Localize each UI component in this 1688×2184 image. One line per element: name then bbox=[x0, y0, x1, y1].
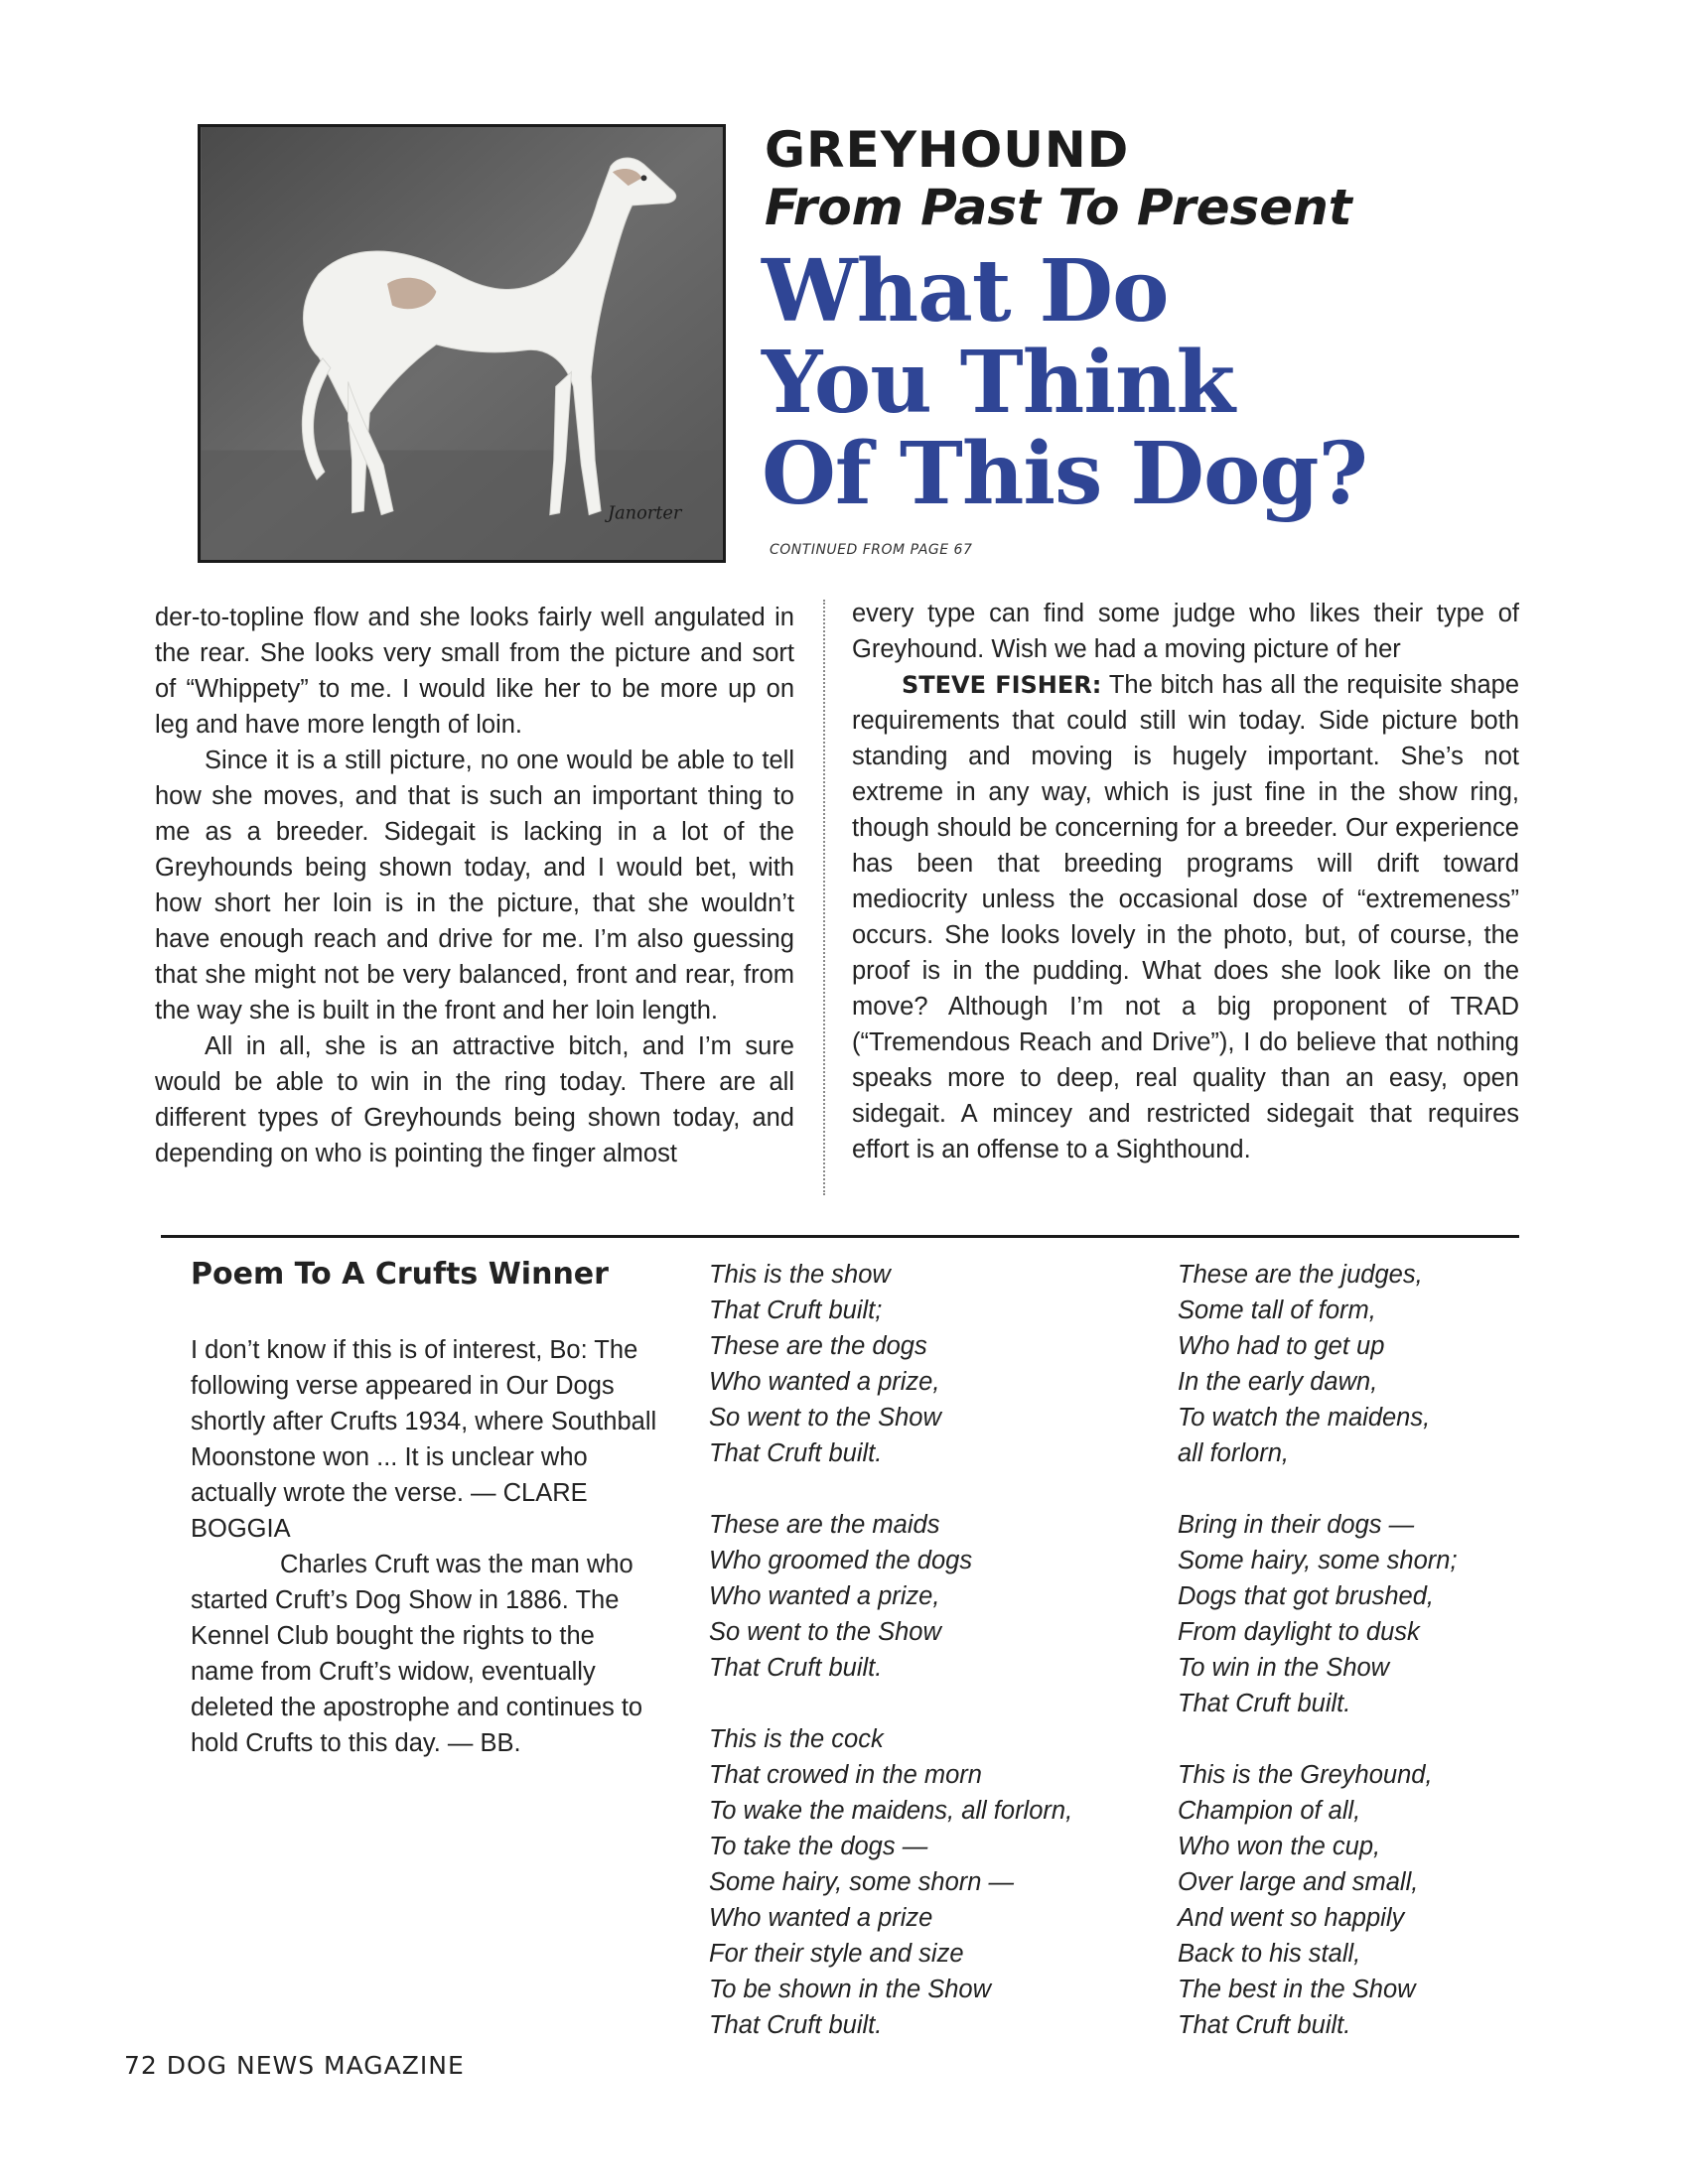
poem-line: That Cruft built. bbox=[1178, 1690, 1351, 1717]
continued-note: CONTINUED FROM PAGE 67 bbox=[770, 542, 973, 558]
article-paragraph: der-to-topline flow and she looks fairly well angulated in the rear. She looks very small from the picture and sort of “Whippety” to me. I would like her to be more up on leg and have more length of loin. bbox=[155, 604, 794, 739]
poem-line: In the early dawn, bbox=[1178, 1368, 1378, 1396]
column-divider bbox=[823, 600, 825, 1195]
poem-line: Who wanted a prize bbox=[709, 1904, 933, 1932]
poem-stanza bbox=[1178, 1257, 1458, 1471]
poem-line: And went so happily bbox=[1178, 1904, 1405, 1932]
poem-line: That Cruft built; bbox=[709, 1297, 883, 1324]
poem-line: That Cruft built. bbox=[709, 1654, 883, 1682]
poem-line: Who groomed the dogs bbox=[709, 1547, 973, 1574]
poem-stanza bbox=[709, 1721, 1072, 2043]
headline bbox=[762, 241, 1457, 524]
speaker-text: The bitch has all the requisite shape requirements that could still win today. Side picture both standing and moving is hugely important. She’s not extreme in any way, which is just fine in the show ring, though should be concerning for a breeder. Our experience has been that breeding programs will drift toward mediocrity unless the occasional dose of “extremeness” occurs. She looks lovely in the photo, but, of course, the proof is in the pudding. What does she look like on the move? Although I’m not a big proponent of TRAD (“Tremendous Reach and Drive”), I do believe that nothing speaks more to deep, real quality than an easy, open sidegait. A mincey and restricted sidegait that requires effort is an offense to a Sighthound. bbox=[852, 671, 1520, 1163]
poem-line: That Cruft built. bbox=[1178, 2011, 1351, 2039]
page-footer: 72 DOG NEWS MAGAZINE bbox=[124, 2051, 465, 2080]
poem-line: Who wanted a prize, bbox=[709, 1582, 940, 1610]
headline-line: You Think bbox=[762, 333, 1235, 433]
poem-line: Dogs that got brushed, bbox=[1178, 1582, 1435, 1610]
poem-line: So went to the Show bbox=[709, 1618, 941, 1646]
sidebar-paragraph: I don’t know if this is of interest, Bo: The following verse appeared in Our Dogs shortly after Crufts 1934, where Southball Moonstone won ... It is unclear who actually wrote the verse. — CLARE BOGGIA bbox=[191, 1336, 657, 1543]
poem-line: To win in the Show bbox=[1178, 1654, 1390, 1682]
article-right-column bbox=[852, 596, 1519, 1167]
sidebar-body bbox=[191, 1332, 657, 1761]
poem-stanza bbox=[1178, 1507, 1458, 1721]
poem-line: Champion of all, bbox=[1178, 1797, 1361, 1825]
article-paragraph bbox=[852, 667, 1519, 1167]
sidebar-paragraph: Charles Cruft was the man who started Cruft’s Dog Show in 1886. The Kennel Club bought the rights to the name from Cruft’s widow, eventually deleted the apostrophe and continues to hold Crufts to this day. — BB. bbox=[191, 1551, 643, 1757]
poem-line: Who won the cup, bbox=[1178, 1833, 1381, 1860]
poem-line: This is the Greyhound, bbox=[1178, 1761, 1433, 1789]
poem-line: Who wanted a prize, bbox=[709, 1368, 940, 1396]
poem-stanza bbox=[709, 1257, 1072, 1471]
poem-line: The best in the Show bbox=[1178, 1976, 1416, 2003]
poem-line: To watch the maidens, bbox=[1178, 1404, 1431, 1432]
poem-column-2 bbox=[1178, 1257, 1458, 2079]
headline-line: What Do bbox=[762, 241, 1169, 341]
speaker-name: STEVE FISHER: bbox=[902, 671, 1102, 699]
poem-line: Some hairy, some shorn; bbox=[1178, 1547, 1458, 1574]
section-subkicker: From Past To Present bbox=[765, 179, 1352, 236]
poem-line: To be shown in the Show bbox=[709, 1976, 991, 2003]
poem-line: Some hairy, some shorn — bbox=[709, 1868, 1015, 1896]
photographer-signature: Janorter bbox=[607, 503, 682, 524]
poem-line: all forlorn, bbox=[1178, 1439, 1289, 1467]
poem-column-1 bbox=[709, 1257, 1072, 2079]
greyhound-photo bbox=[198, 124, 726, 563]
section-divider bbox=[161, 1235, 1519, 1238]
poem-line: Back to his stall, bbox=[1178, 1940, 1361, 1968]
poem-line: For their style and size bbox=[709, 1940, 964, 1968]
poem-line: These are the dogs bbox=[709, 1332, 927, 1360]
article-left-column bbox=[155, 600, 794, 1171]
poem-line: So went to the Show bbox=[709, 1404, 941, 1432]
poem-line: That crowed in the morn bbox=[709, 1761, 982, 1789]
poem-line: This is the cock bbox=[709, 1725, 884, 1753]
poem-line: To take the dogs — bbox=[709, 1833, 928, 1860]
poem-line: Some tall of form, bbox=[1178, 1297, 1376, 1324]
poem-line: From daylight to dusk bbox=[1178, 1618, 1420, 1646]
article-paragraph: All in all, she is an attractive bitch, and I’m sure would be able to win in the ring today. There are all different types of Greyhounds being shown today, and depending on who is pointing the finger almost bbox=[155, 1032, 794, 1167]
section-kicker: GREYHOUND bbox=[765, 121, 1130, 179]
greyhound-photo-icon bbox=[201, 127, 723, 560]
poem-stanza bbox=[1178, 1757, 1458, 2043]
poem-line: To wake the maidens, all forlorn, bbox=[709, 1797, 1073, 1825]
sidebar-title: Poem To A Crufts Winner bbox=[191, 1257, 609, 1292]
article-paragraph: every type can find some judge who likes their type of Greyhound. Wish we had a moving picture of her bbox=[852, 600, 1519, 663]
poem-stanza bbox=[709, 1507, 1072, 1686]
poem-line: These are the maids bbox=[709, 1511, 940, 1539]
poem-line: Over large and small, bbox=[1178, 1868, 1419, 1896]
headline-line: Of This Dog? bbox=[762, 424, 1367, 524]
poem-line: This is the show bbox=[709, 1261, 891, 1289]
article-paragraph: Since it is a still picture, no one would be able to tell how she moves, and that is such an important thing to me as a breeder. Sidegait is lacking in a lot of the Greyhounds being shown today, and I would bet, with how short her loin is in the picture, that she wouldn’t have enough reach and drive for me. I’m also guessing that she might not be very balanced, front and rear, from the way she is built in the front and her loin length. bbox=[155, 747, 794, 1024]
poem-line: Bring in their dogs — bbox=[1178, 1511, 1415, 1539]
poem-line: That Cruft built. bbox=[709, 2011, 883, 2039]
poem-line: Who had to get up bbox=[1178, 1332, 1385, 1360]
poem-line: These are the judges, bbox=[1178, 1261, 1423, 1289]
poem-line: That Cruft built. bbox=[709, 1439, 883, 1467]
